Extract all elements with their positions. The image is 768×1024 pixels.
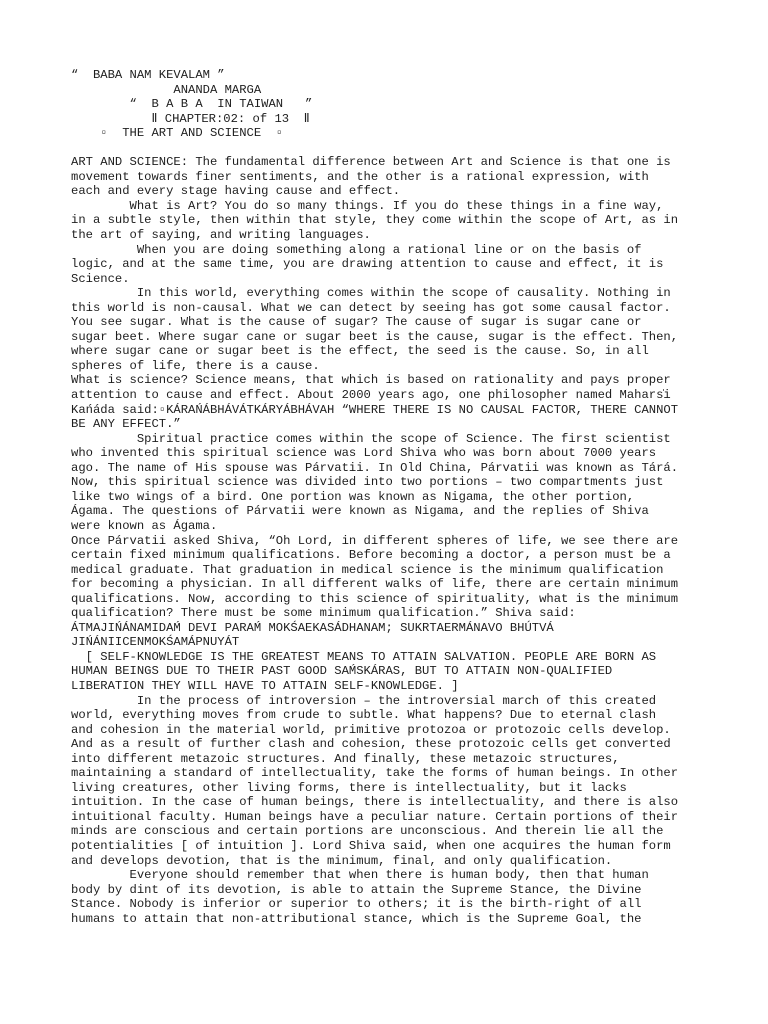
body-text-line: world, everything moves from crude to subtle. What happens? Due to eternal clash bbox=[71, 708, 657, 723]
body-text-line: Spiritual practice comes within the scope of Science. The first scientist bbox=[71, 431, 671, 446]
body-text-line: Once Párvatii asked Shiva, “Oh Lord, in different spheres of life, we see there are bbox=[71, 533, 679, 548]
header-book-title: “ B A B A IN TAIWAN ” bbox=[71, 97, 313, 112]
body-text-line: intuition. In the case of human beings, there is intellectuality, and there is also bbox=[71, 795, 679, 810]
body-text-line: qualifications. Now, according to this science of spirituality, what is the minimum bbox=[71, 591, 679, 606]
body-text-line: body by dint of its devotion, is able to attain the Supreme Stance, the Divine bbox=[71, 882, 642, 897]
body-text-line: and develops devotion, that is the minimum, final, and only qualification. bbox=[71, 853, 613, 868]
body-text-line: were known as Ágama. bbox=[71, 518, 218, 533]
body-text-line: ago. The name of His spouse was Párvatii. In Old China, Párvatii was known as Tárá. bbox=[71, 460, 679, 475]
body-text-line: JIŃÁNIICENMOKŚAMÁPNUYÁT bbox=[71, 635, 240, 650]
body-text-line: where sugar cane or sugar beet is the effect, the seed is the cause. So, in all bbox=[71, 344, 649, 359]
body-text-line: potentialities [ of intuition ]. Lord Shiva said, when one acquires the human form bbox=[71, 838, 671, 853]
body-text-line: BE ANY EFFECT.” bbox=[71, 417, 181, 432]
body-text-line: Ágama. The questions of Párvatii were known as Nigama, and the replies of Shiva bbox=[71, 504, 649, 519]
blank-line bbox=[71, 141, 711, 156]
body-text-line: each and every stage having cause and effect. bbox=[71, 184, 401, 199]
body-text-line: spheres of life, there is a cause. bbox=[71, 358, 320, 373]
document-page bbox=[71, 68, 711, 926]
body-text-line: Kańáda said:▫KÁRAŃÁBHÁVÁTKÁRYÁBHÁVAH “WHERE THERE IS NO CAUSAL FACTOR, THERE CANNOT bbox=[71, 402, 679, 417]
document-header bbox=[71, 68, 711, 141]
body-text-line: LIBERATION THEY WILL HAVE TO ATTAIN SELF-KNOWLEDGE. ] bbox=[71, 678, 459, 693]
body-text-line: Stance. Nobody is inferior or superior to others; it is the birth-right of all bbox=[71, 897, 642, 912]
body-text-line: What is Art? You do so many things. If you do these things in a fine way, bbox=[71, 198, 664, 213]
body-text-line: this world is non-causal. What we can detect by seeing has got some causal factor. bbox=[71, 300, 671, 315]
body-text-line: And as a result of further clash and cohesion, these protozoic cells get converted bbox=[71, 737, 671, 752]
body-text-line: What is science? Science means, that which is based on rationality and pays proper bbox=[71, 373, 671, 388]
body-text-line: for becoming a physician. In all different walks of life, there are certain minimum bbox=[71, 577, 679, 592]
body-text-line: minds are conscious and certain portions are unconscious. And therein lie all the bbox=[71, 824, 664, 839]
body-text-line: Science. bbox=[71, 271, 130, 286]
header-chapter: Ⅱ CHAPTER:02: of 13 Ⅱ bbox=[71, 111, 310, 126]
body-text-line: In the process of introversion – the introversial march of this created bbox=[71, 693, 657, 708]
body-text-line: medical graduate. That graduation in medical science is the minimum qualification bbox=[71, 562, 664, 577]
body-text-line: the art of saying, and writing languages. bbox=[71, 228, 371, 243]
body-text-line: ART AND SCIENCE: The fundamental difference between Art and Science is that one is bbox=[71, 155, 671, 170]
body-text-line: who invented this spiritual science was Lord Shiva who was born about 7000 years bbox=[71, 446, 657, 461]
body-text-line: When you are doing something along a rational line or on the basis of bbox=[71, 242, 642, 257]
body-text-line: intuitional faculty. Human beings have a peculiar nature. Certain portions of their bbox=[71, 809, 679, 824]
body-text-line: in a subtle style, then within that style, they come within the scope of Art, as in bbox=[71, 213, 679, 228]
body-text-line: humans to attain that non-attributional stance, which is the Supreme Goal, the bbox=[71, 911, 642, 926]
body-text-line: and cohesion in the material world, primitive protozoa or protozoic cells develop. bbox=[71, 722, 671, 737]
body-text-line: attention to cause and effect. About 2000 years ago, one philosopher named Mahars̍i bbox=[71, 388, 671, 403]
body-text-line: movement towards finer sentiments, and the other is a rational expression, with bbox=[71, 169, 649, 184]
body-text-line: living creatures, other living forms, there is intellectuality, but it lacks bbox=[71, 780, 627, 795]
body-text-line: Everyone should remember that when there is human body, then that human bbox=[71, 868, 649, 883]
body-text-line: into different metazoic structures. And finally, these metazoic structures, bbox=[71, 751, 620, 766]
header-chapter-title: ▫ THE ART AND SCIENCE ▫ bbox=[71, 126, 284, 141]
body-text-line: like two wings of a bird. One portion was known as Nigama, the other portion, bbox=[71, 489, 635, 504]
body-text-line: certain fixed minimum qualifications. Before becoming a doctor, a person must be a bbox=[71, 548, 671, 563]
body-text-line: Now, this spiritual science was divided into two portions – two compartments just bbox=[71, 475, 664, 490]
body-text-line: logic, and at the same time, you are drawing attention to cause and effect, it is bbox=[71, 257, 664, 272]
body-text-line: You see sugar. What is the cause of sugar? The cause of sugar is sugar cane or bbox=[71, 315, 642, 330]
header-organization: ANANDA MARGA bbox=[71, 82, 262, 97]
body-text-line: sugar beet. Where sugar cane or sugar beet is the cause, sugar is the effect. Then, bbox=[71, 329, 679, 344]
body-text-line: In this world, everything comes within the scope of causality. Nothing in bbox=[71, 286, 671, 301]
document-body bbox=[71, 155, 711, 926]
body-text-line: qualification? There must be some minimum qualification.” Shiva said: bbox=[71, 606, 576, 621]
body-text-line: ÁTMAJIŃÁNAMIDAḾ DEVI PARAḾ MOKŚAEKASÁDHANAM; SUKRTAERMÁNAVO BHÚTVÁ bbox=[71, 620, 554, 635]
header-mantra: “ BABA NAM KEVALAM ” bbox=[71, 68, 225, 82]
body-text-line: [ SELF-KNOWLEDGE IS THE GREATEST MEANS TO ATTAIN SALVATION. PEOPLE ARE BORN AS bbox=[71, 649, 657, 664]
body-text-line: HUMAN BEINGS DUE TO THEIR PAST GOOD SAḾSKÁRAS, BUT TO ATTAIN NON-QUALIFIED bbox=[71, 664, 613, 679]
body-text-line: maintaining a standard of intellectuality, take the forms of human beings. In other bbox=[71, 766, 679, 781]
